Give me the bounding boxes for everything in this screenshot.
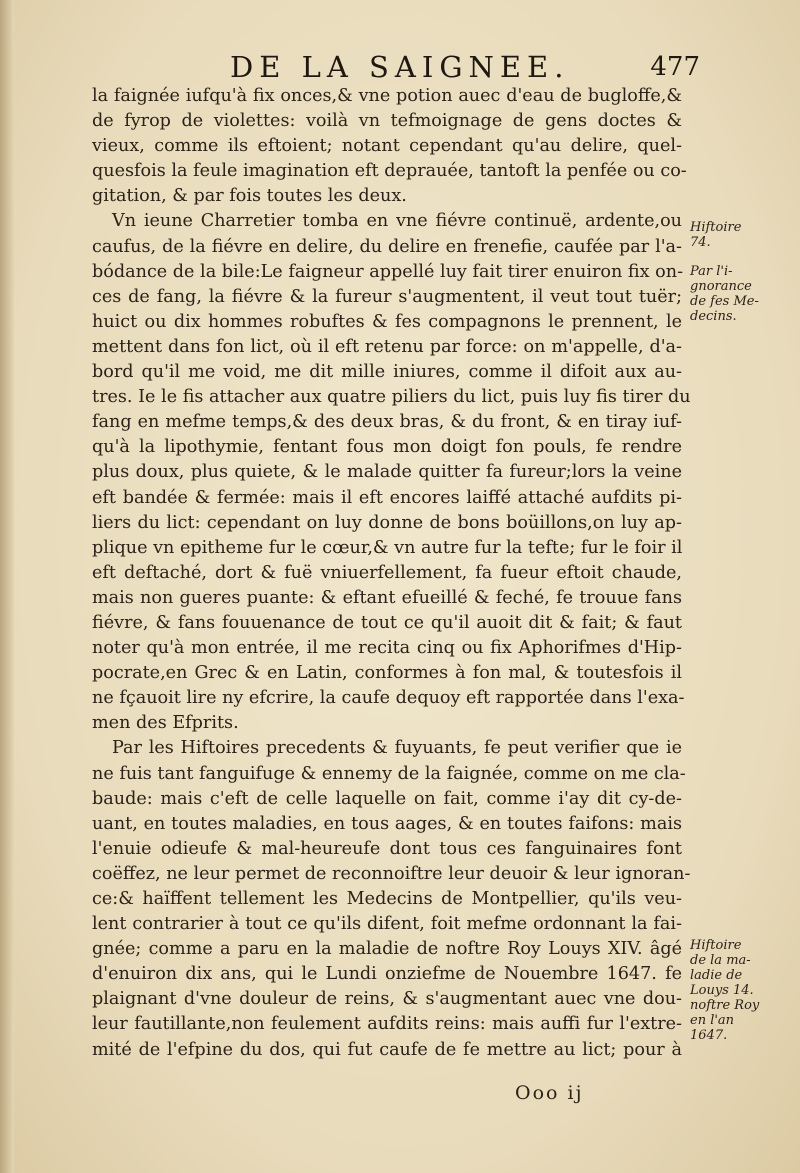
text-line: Vn ieune Charretier tomba en vne fiévre continuë, ardente,ou [112,211,682,232]
margin-note-line: de la ma- [690,953,751,968]
text-line: plique vn epitheme fur le cœur,& vn autre fur la tefte; fur le foir il [92,537,683,558]
text-line: d'enuiron dix ans, qui le Lundi onziefme de Nouembre 1647. fe [92,964,682,985]
text-line: eft deftaché, dort & fuë vniuerfellement, fa fueur eftoit chaude, [92,562,682,583]
margin-note-ignorance-medecins [690,264,770,324]
text-line: gitation, & par fois toutes les deux. [92,186,407,207]
text-line: caufus, de la fiévre en delire, du delire en frenefie, caufée par l'a- [92,236,682,257]
text-line: bord qu'il me void, me dit mille iniures, comme il difoit aux au- [92,362,682,383]
text-line: uant, en toutes maladies, en tous aages, & en toutes faifons: mais [92,813,682,834]
text-line: mité de l'efpine du dos, qui fut caufe de fe mettre au lict; pour à [92,1039,682,1060]
margin-note-line: decins. [690,309,737,324]
text-line: tres. Ie le fis attacher aux quatre piliers du lict, puis luy fis tirer du [92,387,691,408]
margin-note-line: Hiftoire [690,938,742,953]
margin-note-line: Hiftoire [690,220,742,235]
text-line: la faignée iufqu'à fix onces,& vne potion auec d'eau de bugloffe,& [92,86,682,106]
text-line: de fyrop de violettes: voilà vn tefmoignage de gens doctes & [92,111,682,132]
margin-note-line: ladie de [690,968,743,983]
margin-note-histoire-louys-xiv [690,938,770,1043]
body-text [92,84,691,1063]
text-line: qu'à la lipothymie, fentant fous mon doigt fon pouls, fe rendre [92,437,682,458]
text-line: men des Efprits. [92,713,239,734]
text-line: l'enuie odieufe & mal-heureufe dont tous ces fanguinaires font [92,838,682,859]
page-binding-edge [0,0,14,1173]
text-line: fang en mefme temps,& des deux bras, & du front, & en tiray iuf- [92,412,682,433]
margin-note-histoire-74 [690,220,770,250]
text-line: plaignant d'vne douleur de reins, & s'augmentant auec vne dou- [92,989,682,1010]
text-line: ne fçauoit lire ny efcrire, la caufe dequoy eft rapportée dans l'exa- [92,688,685,709]
text-line: Par les Hiftoires precedents & fuyuants, fe peut verifier que ie [112,738,682,759]
margin-note-line: noftre Roy [690,998,760,1013]
text-line: gnée; comme a paru en la maladie de noftre Roy Louys XIV. âgé [92,939,682,960]
margin-note-line: gnorance [690,279,752,294]
text-line: ne fuis tant fanguifuge & ennemy de la faignée, comme on me cla- [92,763,686,784]
text-line: bódance de la bile:Le faigneur appellé luy fait tirer enuiron fix on- [92,261,684,282]
text-line: vieux, comme ils eftoient; notant cependant qu'au delire, quel- [92,136,682,157]
text-line: lent contrarier à tout ce qu'ils difent, foit mefme ordonnant la fai- [92,914,682,935]
text-line: mais non gueres puante: & eftant efueillé & feché, fe trouue fans [92,587,682,608]
text-line: eft bandée & fermée: mais il eft encores laiffé attaché aufdits pi- [92,487,682,508]
page-number: 477 [650,52,700,82]
margin-note-line: de fes Me- [690,294,759,309]
text-line: plus doux, plus quiete, & le malade quitter fa fureur;lors la veine [92,462,682,483]
text-line: quesfois la feule imagination eft deprauée, tantoft la penfée ou co- [92,161,687,182]
text-line: coëffez, ne leur permet de reconnoiftre leur deuoir & leur ignoran- [92,863,691,884]
text-line: liers du lict: cependant on luy donne de bons boüillons,on luy ap- [92,512,682,533]
text-line: fiévre, & fans fouuenance de tout ce qu'il auoit dit & fait; & faut [92,612,682,633]
margin-note-line: Par l'i- [690,264,733,279]
margin-note-line: 1647. [690,1028,728,1043]
text-line: mettent dans fon lict, où il eft retenu par force: on m'appelle, d'a- [92,336,682,357]
text-line: pocrate,en Grec & en Latin, conformes à fon mal, & toutesfois il [92,663,682,684]
running-title: DE LA SAIGNEE. [230,50,570,84]
text-line: ces de fang, la fiévre & la fureur s'augmentent, il veut tout tuër; [92,286,682,307]
text-line: baude: mais c'eft de celle laquelle on fait, comme i'ay dit cy-de- [92,788,682,809]
signature-mark: Ooo ij [515,1082,584,1104]
margin-note-line: en l'an [690,1013,735,1028]
text-line: ce:& haïffent tellement les Medecins de Montpellier, qu'ils veu- [92,889,682,909]
margin-note-line: Louys 14. [690,983,754,998]
text-line: noter qu'à mon entrée, il me recita cinq ou fix Aphorifmes d'Hip- [92,638,682,659]
margin-note-line: 74. [690,235,711,250]
text-line: huict ou dix hommes robuftes & fes compagnons le prennent, le [92,311,682,332]
text-line: leur fautillante,non feulement aufdits reins: mais auffi fur l'extre- [92,1014,682,1035]
